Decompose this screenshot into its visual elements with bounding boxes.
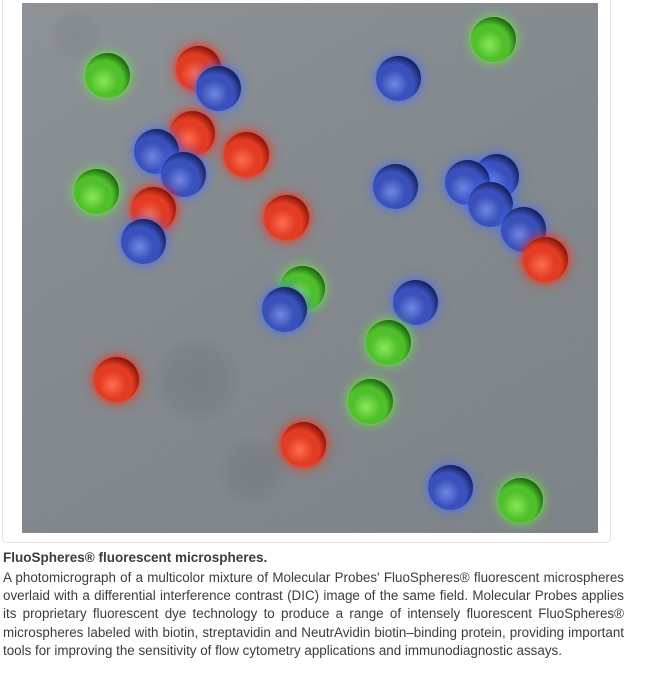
microsphere-bead-blue xyxy=(373,164,418,209)
microsphere-bead-red xyxy=(281,422,326,467)
microsphere-bead-red xyxy=(523,237,568,282)
caption-title: FluoSpheres® fluorescent microspheres. xyxy=(3,550,268,565)
microsphere-bead-green xyxy=(85,53,130,98)
caption-body: A photomicrograph of a multicolor mixture of Molecular Probes' FluoSpheres® fluorescent microspheres overlaid with a differential interference contrast (DIC) image of the same field. Molecular Probes applies its proprietary fluorescent dye technology to produce a range of intensely fluorescent FluoSpheres® microspheres labeled with biotin, streptavidin and NeutrAvidin biotin–binding protein, providing important tools for improving the sensitivity of flow cytometry applications and immunodiagnostic assays. xyxy=(3,570,624,658)
microsphere-bead-green xyxy=(348,379,393,424)
microsphere-bead-red xyxy=(224,132,269,177)
microsphere-bead-green xyxy=(498,478,543,523)
microsphere-bead-blue xyxy=(376,56,421,101)
microsphere-bead-red xyxy=(94,357,139,402)
microsphere-bead-red xyxy=(264,195,309,240)
microsphere-bead-blue xyxy=(121,219,166,264)
microsphere-bead-blue xyxy=(393,280,438,325)
micrograph-image xyxy=(22,3,598,533)
out-of-focus-smudge xyxy=(151,334,243,426)
microsphere-bead-blue xyxy=(196,66,241,111)
microsphere-bead-green xyxy=(471,17,516,62)
microsphere-bead-green xyxy=(366,320,411,365)
microsphere-bead-blue xyxy=(161,152,206,197)
microsphere-bead-blue xyxy=(428,465,473,510)
microsphere-bead-blue xyxy=(262,287,307,332)
out-of-focus-smudge xyxy=(217,434,289,506)
figure-caption xyxy=(3,549,624,660)
microsphere-bead-green xyxy=(74,169,119,214)
